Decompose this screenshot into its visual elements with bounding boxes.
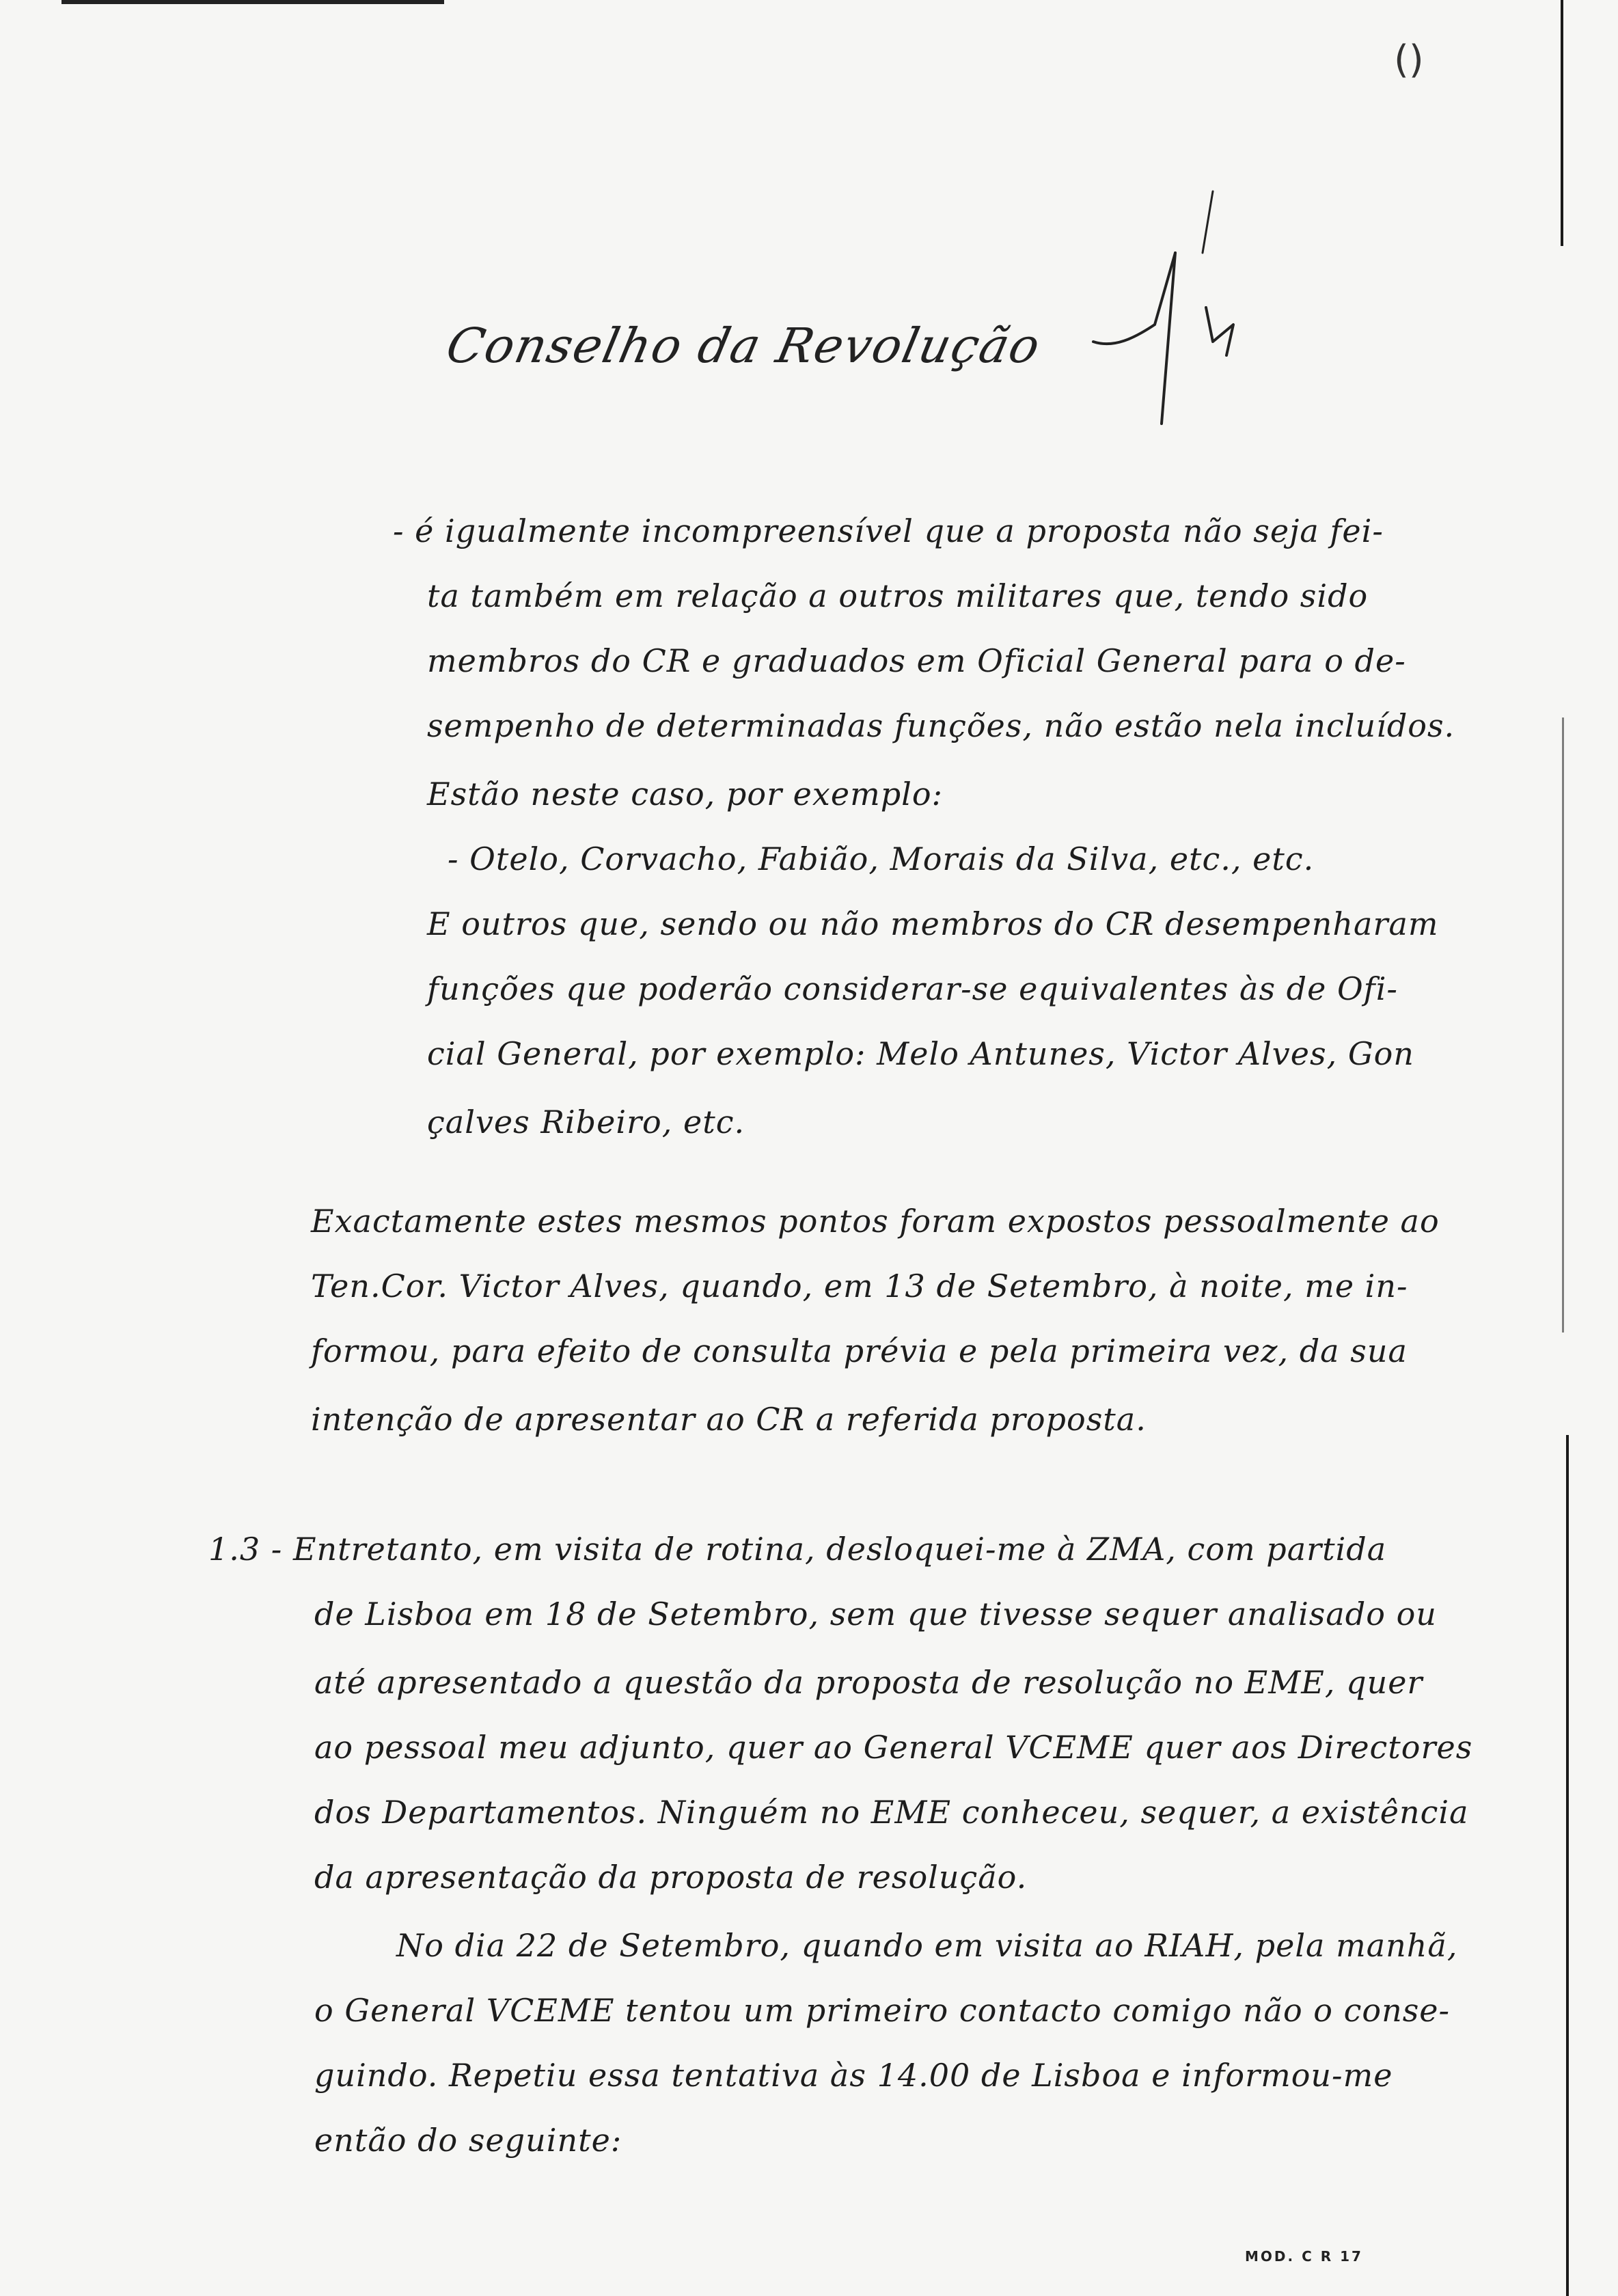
right-scan-edge bbox=[1566, 1435, 1569, 2296]
text-line: o General VCEME tentou um primeiro contacto comigo não o conse- bbox=[314, 1992, 1451, 2029]
text-line: ao pessoal meu adjunto, quer ao General VCEME quer aos Directores bbox=[314, 1729, 1473, 1766]
letterhead bbox=[441, 318, 1046, 393]
text-line: guindo. Repetiu essa tentativa às 14.00 de Lisboa e informou-me bbox=[314, 2057, 1393, 2094]
text-line: dos Departamentos. Ninguém no EME conheceu, sequer, a existência bbox=[314, 1794, 1469, 1831]
text-line: Exactamente estes mesmos pontos foram expostos pessoalmente ao bbox=[311, 1203, 1440, 1240]
text-line: funções que poderão considerar-se equivalentes às de Ofi- bbox=[427, 970, 1398, 1007]
top-scan-border bbox=[61, 0, 444, 4]
letterhead-title: Conselho da Revolução bbox=[441, 318, 1046, 374]
text-line: - é igualmente incompreensível que a proposta não seja fei- bbox=[393, 512, 1384, 549]
text-line: membros do CR e graduados em Oficial General para o de- bbox=[427, 642, 1406, 679]
text-line: sempenho de determinadas funções, não estão nela incluídos. bbox=[427, 707, 1455, 744]
text-line: intenção de apresentar ao CR a referida proposta. bbox=[311, 1401, 1147, 1438]
text-line: de Lisboa em 18 de Setembro, sem que tivesse sequer analisado ou bbox=[314, 1596, 1437, 1632]
handwritten-signature bbox=[1080, 184, 1244, 430]
text-line: da apresentação da proposta de resolução. bbox=[314, 1859, 1028, 1896]
text-line: até apresentado a questão da proposta de resolução no EME, quer bbox=[314, 1664, 1423, 1701]
text-line: Ten.Cor. Victor Alves, quando, em 13 de Setembro, à noite, me in- bbox=[311, 1268, 1408, 1304]
text-line: Estão neste caso, por exemplo: bbox=[427, 776, 944, 812]
text-line: ta também em relação a outros militares que, tendo sido bbox=[427, 577, 1369, 614]
right-scan-edge bbox=[1561, 0, 1563, 246]
form-code: MOD. C R 17 bbox=[1245, 2248, 1363, 2265]
text-line: cial General, por exemplo: Melo Antunes, Victor Alves, Gon bbox=[427, 1035, 1414, 1072]
text-line: formou, para efeito de consulta prévia e pela primeira vez, da sua bbox=[311, 1332, 1408, 1369]
corner-mark: () bbox=[1394, 38, 1424, 82]
text-line: - Otelo, Corvacho, Fabião, Morais da Silva, etc., etc. bbox=[448, 840, 1315, 877]
text-line: E outros que, sendo ou não membros do CR desempenharam bbox=[427, 905, 1439, 942]
right-scan-edge bbox=[1562, 718, 1564, 1332]
text-line: 1.3 - Entretanto, em visita de rotina, desloquei-me à ZMA, com partida bbox=[208, 1531, 1387, 1568]
text-line: No dia 22 de Setembro, quando em visita ao RIAH, pela manhã, bbox=[396, 1927, 1458, 1964]
text-line: çalves Ribeiro, etc. bbox=[427, 1104, 745, 1140]
text-line: então do seguinte: bbox=[314, 2122, 622, 2159]
